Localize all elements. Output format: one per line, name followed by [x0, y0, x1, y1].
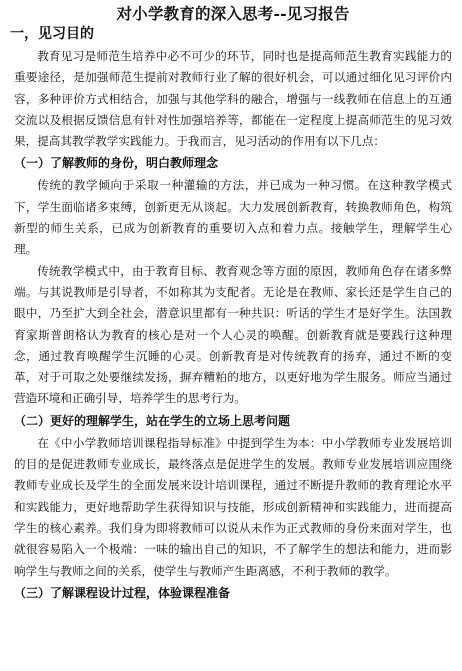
subsection-heading-3: （三）了解课程设计过程，体验课程准备	[14, 585, 231, 600]
document-title: 对小学教育的深入思考--见习报告	[116, 4, 350, 23]
paragraph: 在《中小学教师培训课程指导标准》中提到学生为本：中小学教师专业发展培训的目的是促进教师专业成长，最终落点是促进学生的发展。教师专业发展培训应围绕教师专业成长及学生的全面发展来设计培训课程，通过不断提升教师的教育理论水平和实践能力，更好地帮助学生获得知识与技能，形成创新精神和实践能力，进而提高学生的核心素养。我们身为即将教师可以说从未作为正式教师的身份来面对学生，也就很容易陷入一个极端：一味的输出自己的知识，不了解学生的想法和能力，进而影响学生与教师之间的关系，使学生与教师产生距离感，不利于教师的教学。	[14, 435, 452, 578]
subsection-heading-2: （二）更好的理解学生，站在学生的立场上思考问题	[14, 413, 291, 428]
paragraph: 传统的教学倾向于采取一种灌输的方法，并已成为一种习惯。在这种教学模式下，学生面临诸多束缚，创新更无从谈起。大力发展创新教育，转换教师角色，构筑新型的师生关系，已成为创新教育的重要切入点和着力点。接触学生，理解学生心理。	[14, 178, 452, 257]
paragraph: 传统教学模式中，由于教育目标、教育观念等方面的原因，教师角色存在诸多弊端。与其说教师是引导者，不如称其为支配者。无论是在教师、家长还是学生自己的眼中，乃至扩大到全社会，潜意识里都有一种共识：听话的学生才是好学生。法国教育家斯普朗格认为教育的核心是对一个人心灵的唤醒。创新教育就是要践行这种理念，通过教育唤醒学生沉睡的心灵。创新教育是对传统教育的扬弃，通过不断的变革，对于可取之处要继续发扬，摒弃糟粕的地方，以更好地为学生服务。师应当通过营造环境和正确引导，培养学生的思考行为。	[14, 263, 452, 406]
intro-paragraph: 教育见习是师范生培养中必不可少的环节，同时也是提高师范生教育实践能力的重要途径，是加强师范生提前对教师行业了解的很好机会，可以通过细化见习评价内容，多种评价方式相结合，加强与其他学科的融合，增强与一线教师在信息上的互通交流以及根据反馈信息有针对性加强培养等，都能在一定程度上提高师范生的见习效果，提高其教学教学实践能力。于我而言，见习活动的作用有以下几点：	[14, 49, 452, 149]
section-heading: 一，见习目的	[10, 26, 94, 42]
subsection-heading-1: （一）了解教师的身份，明白教师理念	[14, 156, 219, 171]
